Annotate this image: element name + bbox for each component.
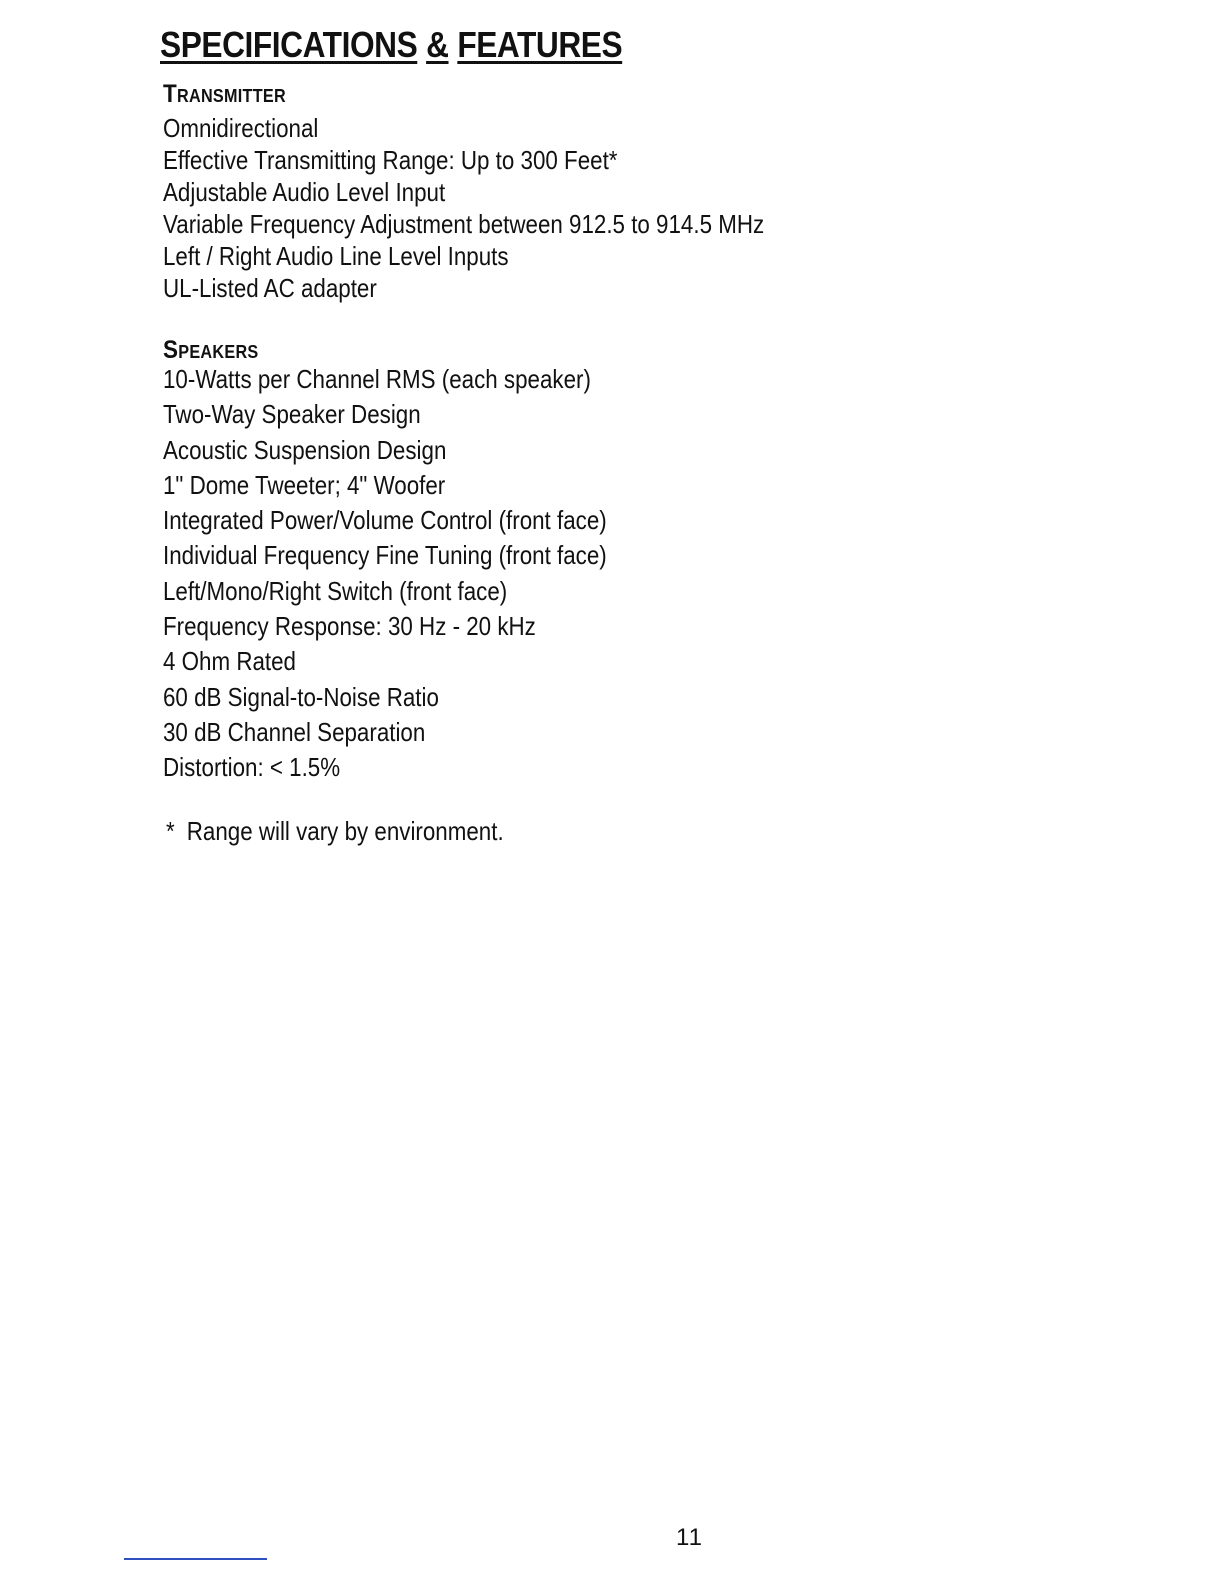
speakers-heading: Speakers — [163, 336, 259, 364]
spec-item: 1" Dome Tweeter; 4" Woofer — [163, 469, 446, 500]
transmitter-spec-list — [163, 112, 862, 304]
transmitter-heading: Transmitter — [163, 80, 286, 108]
spec-item: Variable Frequency Adjustment between 912.5 to 914.5 MHz — [163, 209, 765, 239]
spec-item: Left/Mono/Right Switch (front face) — [163, 575, 508, 606]
page-title — [160, 24, 622, 66]
spec-item: UL-Listed AC adapter — [163, 273, 377, 303]
spec-item: Acoustic Suspension Design — [163, 434, 447, 465]
speakers-spec-list — [163, 362, 679, 786]
title-specifications: SPECIFICATIONS — [160, 24, 418, 65]
spec-item: Individual Frequency Fine Tuning (front face) — [163, 540, 607, 571]
spec-item: Frequency Response: 30 Hz - 20 kHz — [163, 611, 536, 642]
footnote — [166, 816, 504, 847]
footnote-marker: * — [166, 816, 175, 846]
spec-item: Effective Transmitting Range: Up to 300 Feet* — [163, 145, 618, 175]
page-number: 11 — [676, 1524, 703, 1551]
spec-item: Omnidirectional — [163, 113, 319, 143]
spec-item: Adjustable Audio Level Input — [163, 177, 446, 207]
title-ampersand: & — [426, 24, 449, 65]
spec-item: Two-Way Speaker Design — [163, 399, 421, 430]
bottom-rule — [124, 1558, 267, 1560]
footnote-text: Range will vary by environment. — [186, 816, 504, 846]
title-features: FEATURES — [457, 24, 623, 65]
spec-item: Distortion: < 1.5% — [163, 752, 341, 783]
spec-item: 60 dB Signal-to-Noise Ratio — [163, 681, 439, 712]
spec-item: 30 dB Channel Separation — [163, 716, 426, 747]
spec-item: 4 Ohm Rated — [163, 646, 296, 677]
spec-item: 10-Watts per Channel RMS (each speaker) — [163, 364, 591, 394]
spec-item: Integrated Power/Volume Control (front face) — [163, 505, 607, 536]
spec-item: Left / Right Audio Line Level Inputs — [163, 241, 509, 271]
